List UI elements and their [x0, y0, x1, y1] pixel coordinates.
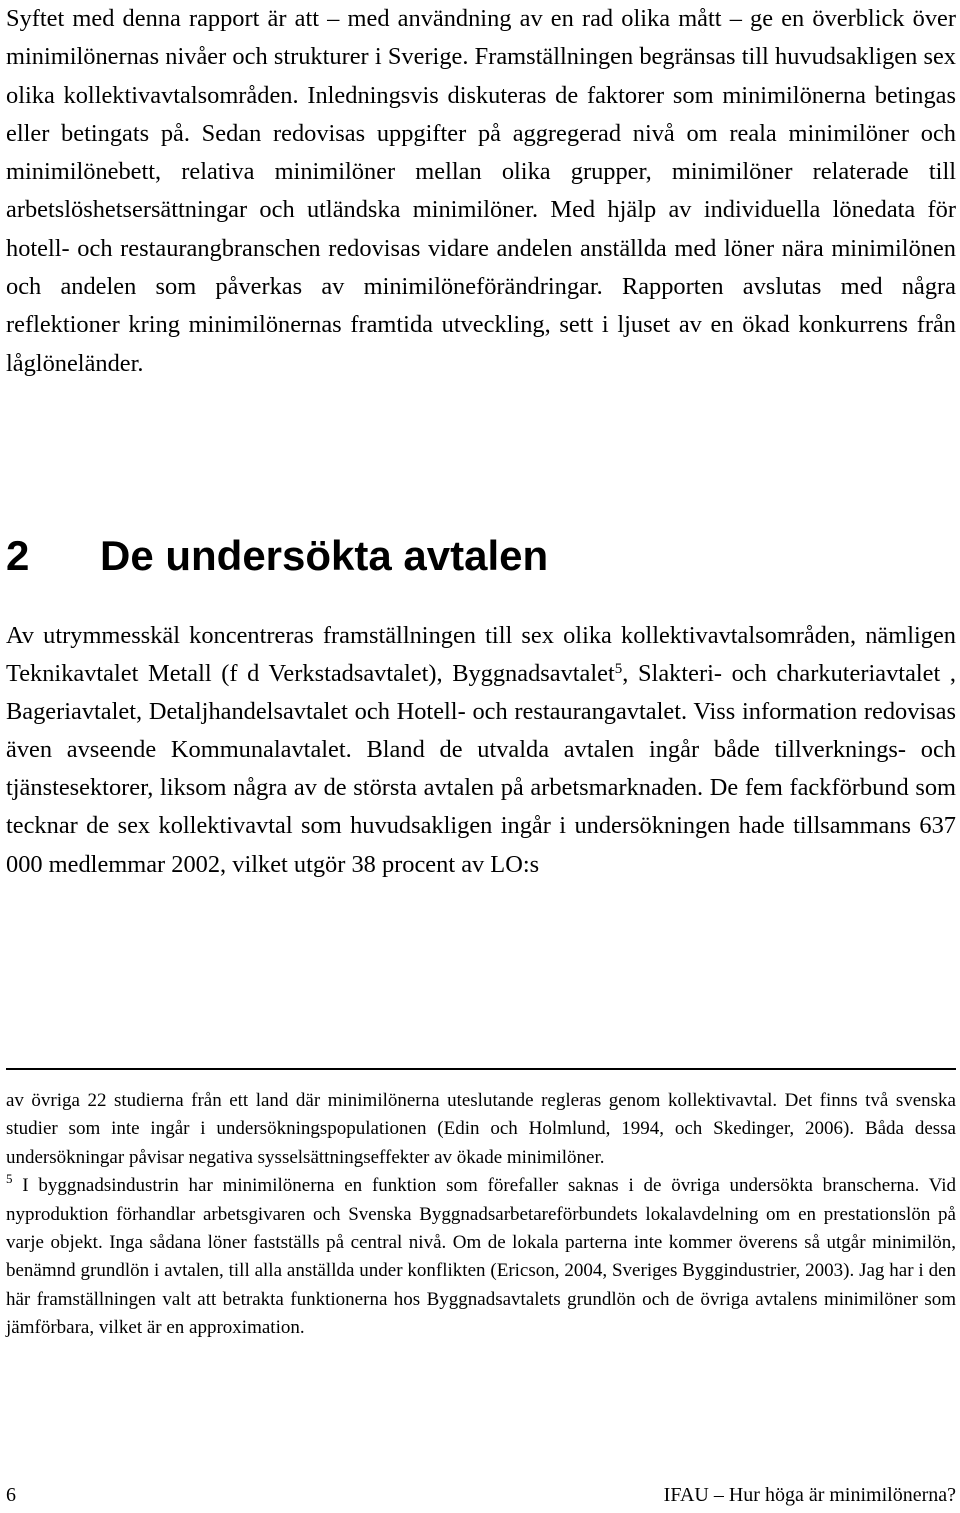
section-paragraph-part1: Av utrymmesskäl koncentreras framställningen till sex olika kollektivavtalsområden, nämligen Teknikavtalet Metall (f d Verkstadsavtalet), Byggnadsavtalet — [6, 622, 956, 688]
section-paragraph-part2: , Slakteri- och charkuteriavtalet , Bageriavtalet, Detaljhandelsavtalet och Hotell- och restaurangavtalet. Viss information redovisas även avseende Kommunalavtalet. Bland de utvalda avtalen ingår både tillverknings- och tjänstesektorer, liksom några av de största avtalen på arbetsmarknaden. De fem fackförbund som tecknar de sex kollektivavtal som huvudsakligen ingår i undersökningen hade tillsammans 637 000 medlemmar 2002, vilket utgör 38 procent av LO:s — [6, 660, 956, 878]
page-number: 6 — [6, 1484, 16, 1506]
running-title: IFAU – Hur höga är minimilönerna? — [663, 1484, 956, 1506]
section-heading — [6, 528, 548, 584]
document-page — [6, 0, 956, 1513]
section-title: De undersökta avtalen — [100, 532, 549, 579]
section-paragraph — [6, 617, 956, 884]
intro-paragraph: Syftet med denna rapport är att – med användning av en rad olika mått – ge en överblick över minimilönernas nivåer och strukturer i Sverige. Framställningen begränsas till huvudsakligen sex olika kollektivavtalsområden. Inledningsvis diskuteras de faktorer som minimilönerna betingas eller betingats på. Sedan redovisas uppgifter på aggregerad nivå om reala minimilöner och minimilönebett, relativa minimilöner mellan olika grupper, minimilöner relaterade till arbetslöshetsersättningar och utländska minimilöner. Med hjälp av individuella lönedata för hotell- och restaurangbranschen redovisas vidare andelen anställda med löner nära minimilönen och andelen som påverkas av minimilöneförändringar. Rapporten avslutas med några reflektioner kring minimilönernas framtida utveckling, sett i ljuset av en ökad konkurrens från låglöneländer. — [6, 5, 956, 377]
footnote-continued: av övriga 22 studierna från ett land där minimilönerna uteslutande regleras genom kollektivavtal. Det finns två svenska studier som inte ingår i undersökningspopulationen (Edin och Holmlund, 1994, och Skedinger, 2006). Båda dessa undersökningar påvisar negativa sysselsättningseffekter av ökade minimilöner. — [6, 1090, 956, 1168]
footnote-5-text: I byggnadsindustrin har minimilönerna en funktion som förefaller saknas i de övriga undersökta branscherna. Vid nyproduktion förhandlar arbetsgivaren och Svenska Byggnadsarbetareförbundets lokalavdelning om en prestationslön på varje objekt. Inga sådana löner fastställs på central nivå. Om de lokala parterna inte kommer överens så utgår minimilön, benämnd grundlön i avtalen, till alla anställda under konflikten (Ericson, 2004, Sveriges Byggindustrier, 2003). Jag har i den här framställningen valt att betrakta funktionerna hos Byggnadsavtalets grundlön och de övriga avtalens minimilöner som jämförbara, vilket är en approximation. — [6, 1175, 956, 1339]
footnote-reference-5: 5 — [614, 660, 623, 677]
section-number: 2 — [6, 532, 30, 579]
footnotes — [6, 1087, 956, 1343]
footnote-separator — [6, 1068, 956, 1070]
page-footer — [6, 1480, 956, 1510]
footnote-5 — [6, 1172, 956, 1342]
footnote-5-number: 5 — [6, 1171, 13, 1187]
